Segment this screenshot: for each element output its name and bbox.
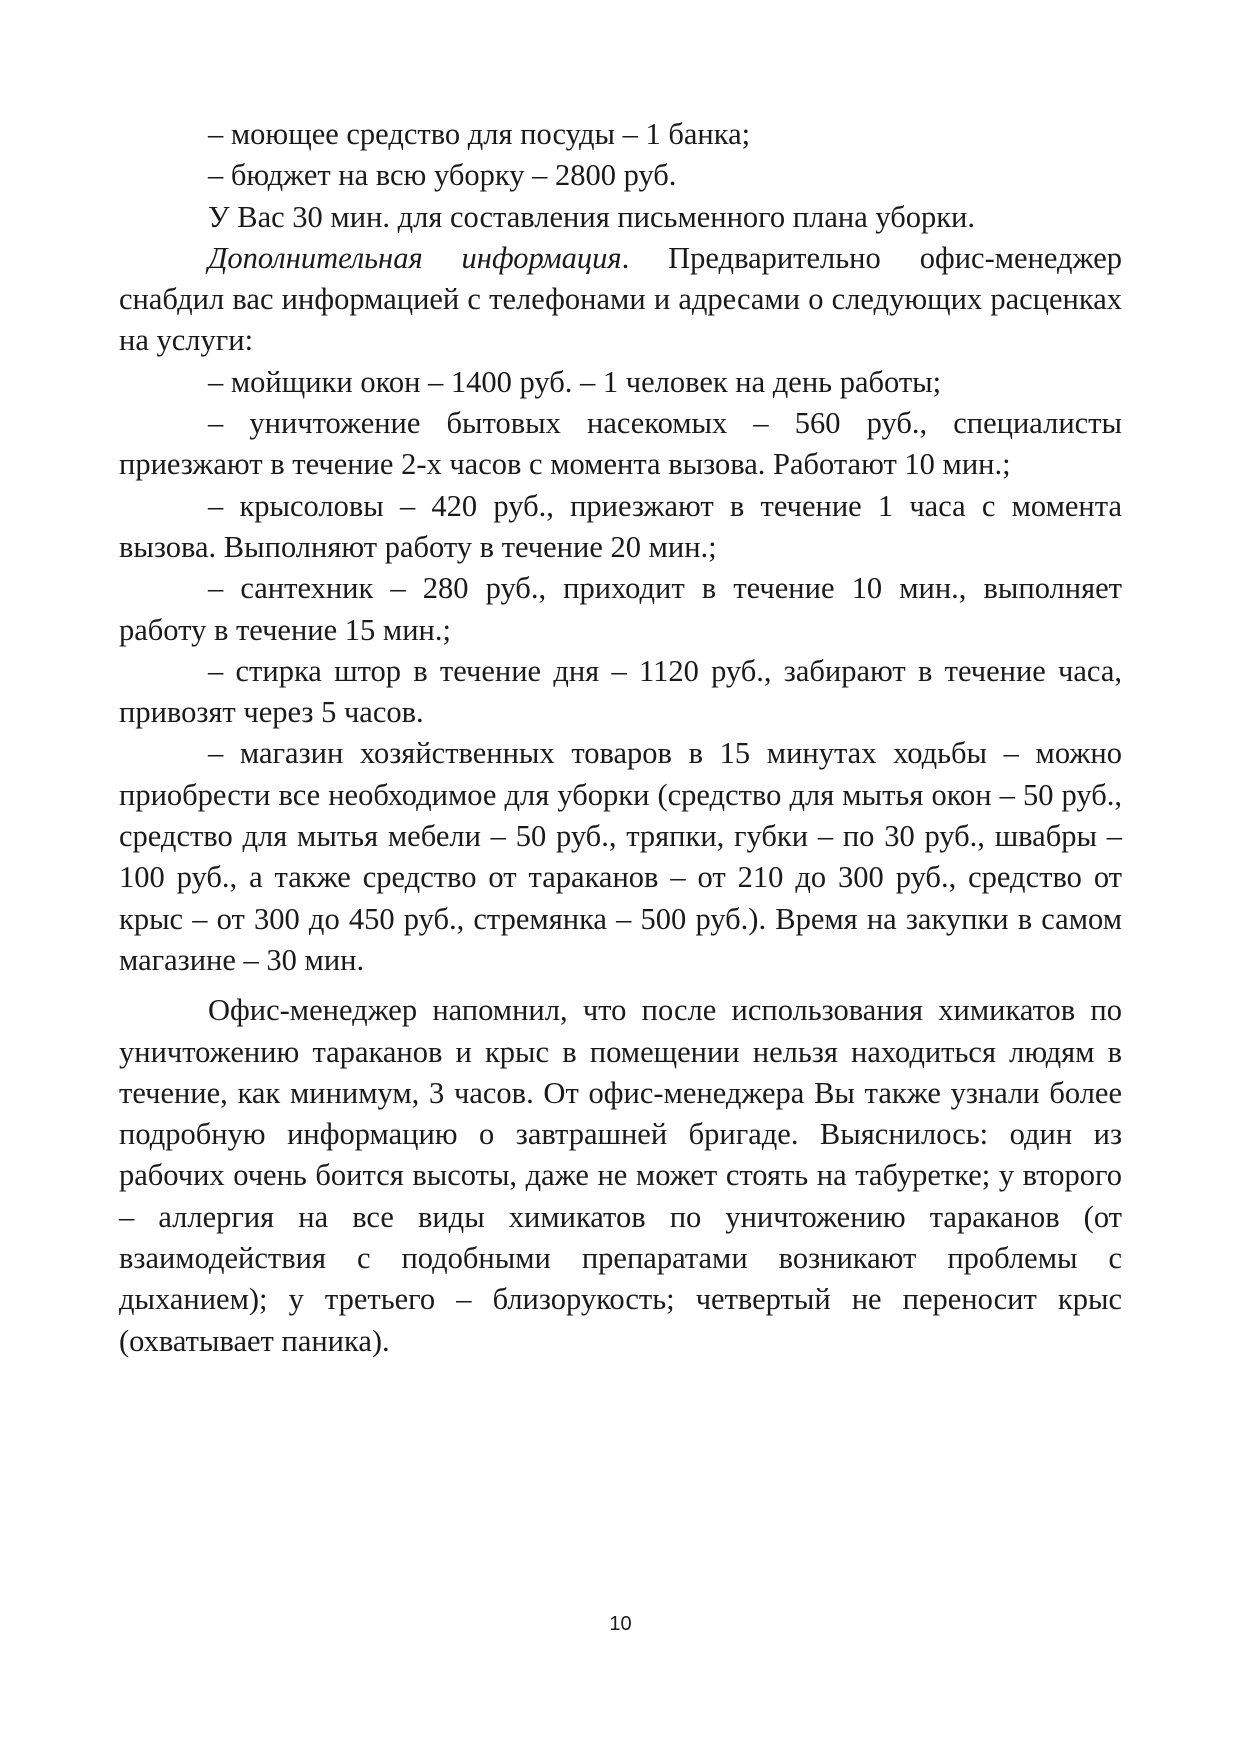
paragraph-office-manager-note: Офис-менеджер напомнил, что после использования химикатов по уничтожению тараканов и крыс в помещении нельзя находиться людям в течение, как минимум, 3 часов. От офис-менеджера Вы также узнали более подробную информацию о завтрашней бригаде. Выяснилось: один из рабочих очень боится высоты, даже не может стоять на табуретке; у второго – аллергия на все виды химикатов по уничтожению тараканов (от взаимодействия с подобными препаратами возникают проблемы с дыханием); у третьего – близорукость; четвертый не переносит крыс (охватывает паника). xyxy=(119,993,1122,1358)
body-text xyxy=(119,114,1122,1362)
paragraph-curtain-washing: – стирка штор в течение дня – 1120 руб., забирают в течение часа, привозят через 5 часов. xyxy=(119,653,1122,730)
additional-info-text: . Предварительно офис-менеджер снабдил вас информацией с телефонами и адресами о следующих расценках на услуги: xyxy=(119,240,1122,358)
paragraph-window-cleaners: – мойщики окон – 1400 руб. – 1 человек на день работы; xyxy=(208,364,942,399)
additional-info-heading: Дополнительная информация xyxy=(208,240,622,275)
paragraph-hardware-store: – магазин хозяйственных товаров в 15 минутах ходьбы – можно приобрести все необходимое для уборки (средство для мытья окон – 50 руб., средство для мытья мебели – 50 руб., тряпки, губки – по 30 руб., швабры – 100 руб., а также средство от тараканов – от 210 до 300 руб., средство от крыс – от 300 до 450 руб., стремянка – 500 руб.). Время на закупки в самом магазине – 30 мин. xyxy=(119,736,1122,977)
paragraph-plumber: – сантехник – 280 руб., приходит в течение 10 мин., выполняет работу в течение 15 мин.; xyxy=(119,571,1122,647)
paragraph-dish-detergent: – моющее средство для посуды – 1 банка; xyxy=(208,117,751,151)
paragraph-pest-control: – уничтожение бытовых насекомых – 560 руб., специалисты приезжают в течение 2-х часов с момента вызова. Работают 10 мин.; xyxy=(119,406,1122,482)
page-number: 10 xyxy=(609,1613,632,1635)
paragraph-cleaning-budget: – бюджет на всю уборку – 2800 руб. xyxy=(208,158,677,193)
paragraph-rat-catchers: – крысоловы – 420 руб., приезжают в течение 1 часа с момента вызова. Выполняют работу в течение 20 мин.; xyxy=(119,488,1122,564)
paragraph-time-limit: У Вас 30 мин. для составления письменного плана уборки. xyxy=(208,199,975,234)
paragraph-additional-info xyxy=(119,238,1122,362)
